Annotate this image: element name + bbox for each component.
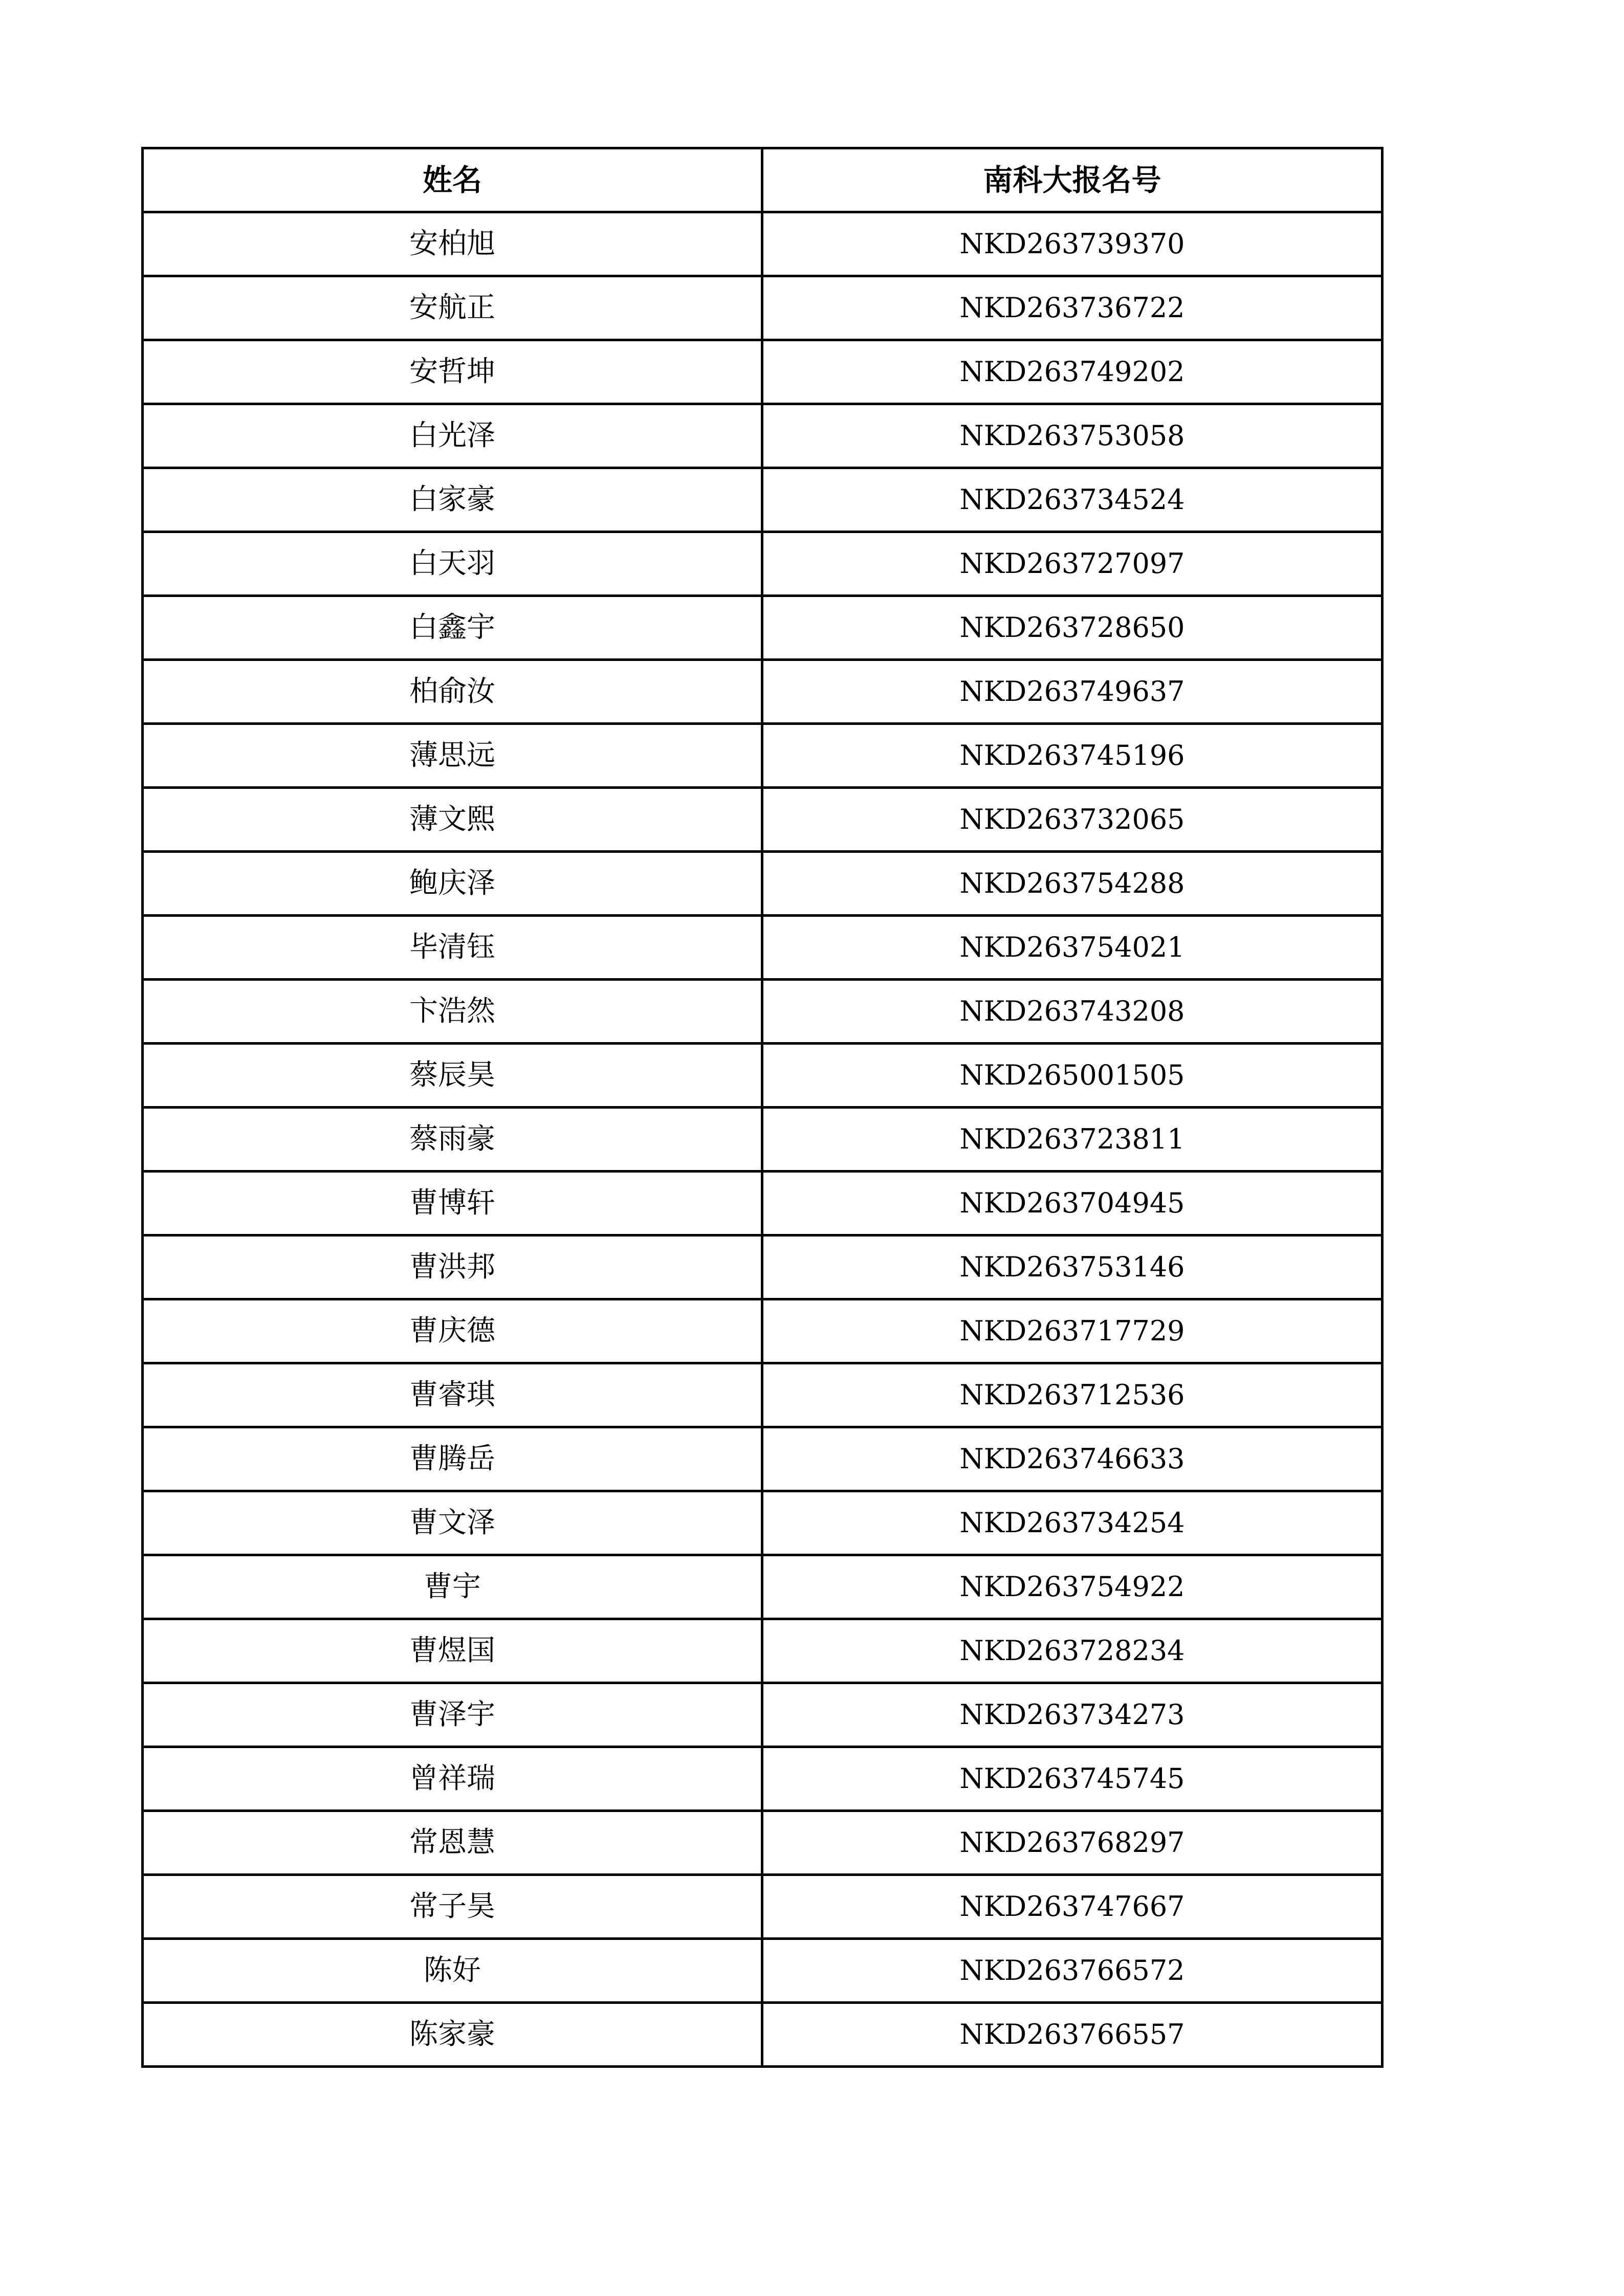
- registration-number-cell: NKD263754922: [762, 1555, 1382, 1619]
- name-cell: 白天羽: [143, 532, 762, 596]
- header-row: [143, 148, 1382, 212]
- registration-number-cell: NKD263753058: [762, 404, 1382, 468]
- registration-number-cell: NKD263749637: [762, 660, 1382, 724]
- table-row: [143, 724, 1382, 788]
- registration-number-cell: NKD263746633: [762, 1427, 1382, 1491]
- name-cell: 曹庆德: [143, 1299, 762, 1363]
- table-row: [143, 1811, 1382, 1875]
- column-header-registration-number: 南科大报名号: [762, 148, 1382, 212]
- table-row: [143, 1427, 1382, 1491]
- registration-number-cell: NKD263754021: [762, 916, 1382, 980]
- table-row: [143, 852, 1382, 916]
- table-row: [143, 1044, 1382, 1108]
- registration-number-cell: NKD263745745: [762, 1747, 1382, 1811]
- table-row: [143, 1299, 1382, 1363]
- table-row: [143, 1172, 1382, 1235]
- table-row: [143, 212, 1382, 276]
- name-cell: 白光泽: [143, 404, 762, 468]
- roster-table: [141, 147, 1384, 2068]
- registration-number-cell: NKD263754288: [762, 852, 1382, 916]
- name-cell: 白鑫宇: [143, 596, 762, 660]
- name-cell: 陈好: [143, 1939, 762, 2003]
- registration-number-cell: NKD263766572: [762, 1939, 1382, 2003]
- table-row: [143, 1555, 1382, 1619]
- table-row: [143, 1619, 1382, 1683]
- registration-number-cell: NKD263704945: [762, 1172, 1382, 1235]
- registration-number-cell: NKD263747667: [762, 1875, 1382, 1939]
- registration-number-cell: NKD263739370: [762, 212, 1382, 276]
- name-cell: 曹博轩: [143, 1172, 762, 1235]
- name-cell: 曹文泽: [143, 1491, 762, 1555]
- table-row: [143, 596, 1382, 660]
- registration-number-cell: NKD263768297: [762, 1811, 1382, 1875]
- registration-number-cell: NKD263723811: [762, 1108, 1382, 1172]
- registration-number-cell: NKD263728234: [762, 1619, 1382, 1683]
- name-cell: 毕清钰: [143, 916, 762, 980]
- table-row: [143, 1235, 1382, 1299]
- name-cell: 鲍庆泽: [143, 852, 762, 916]
- name-cell: 曹泽宇: [143, 1683, 762, 1747]
- table-row: [143, 788, 1382, 852]
- table-row: [143, 1108, 1382, 1172]
- registration-number-cell: NKD263766557: [762, 2003, 1382, 2067]
- name-cell: 白家豪: [143, 468, 762, 532]
- table-row: [143, 980, 1382, 1044]
- registration-number-cell: NKD263753146: [762, 1235, 1382, 1299]
- name-cell: 曹洪邦: [143, 1235, 762, 1299]
- registration-number-cell: NKD263736722: [762, 276, 1382, 340]
- name-cell: 常子昊: [143, 1875, 762, 1939]
- table-row: [143, 1683, 1382, 1747]
- name-cell: 安哲坤: [143, 340, 762, 404]
- name-cell: 薄文熙: [143, 788, 762, 852]
- name-cell: 常恩慧: [143, 1811, 762, 1875]
- name-cell: 曹煜国: [143, 1619, 762, 1683]
- name-cell: 安柏旭: [143, 212, 762, 276]
- name-cell: 曾祥瑞: [143, 1747, 762, 1811]
- name-cell: 蔡雨豪: [143, 1108, 762, 1172]
- registration-number-cell: NKD263745196: [762, 724, 1382, 788]
- name-cell: 柏俞汝: [143, 660, 762, 724]
- name-cell: 安航正: [143, 276, 762, 340]
- table-row: [143, 1363, 1382, 1427]
- table-row: [143, 1939, 1382, 2003]
- table-row: [143, 404, 1382, 468]
- registration-number-cell: NKD263717729: [762, 1299, 1382, 1363]
- name-cell: 曹宇: [143, 1555, 762, 1619]
- table-row: [143, 532, 1382, 596]
- roster-sheet: [141, 147, 1381, 2068]
- table-row: [143, 1491, 1382, 1555]
- registration-number-cell: NKD263734524: [762, 468, 1382, 532]
- table-row: [143, 468, 1382, 532]
- name-cell: 蔡辰昊: [143, 1044, 762, 1108]
- column-header-name: 姓名: [143, 148, 762, 212]
- table-row: [143, 1875, 1382, 1939]
- name-cell: 卞浩然: [143, 980, 762, 1044]
- registration-number-cell: NKD263728650: [762, 596, 1382, 660]
- registration-number-cell: NKD263749202: [762, 340, 1382, 404]
- name-cell: 曹睿琪: [143, 1363, 762, 1427]
- name-cell: 曹腾岳: [143, 1427, 762, 1491]
- name-cell: 薄思远: [143, 724, 762, 788]
- table-row: [143, 1747, 1382, 1811]
- name-cell: 陈家豪: [143, 2003, 762, 2067]
- table-row: [143, 660, 1382, 724]
- registration-number-cell: NKD263732065: [762, 788, 1382, 852]
- table-row: [143, 2003, 1382, 2067]
- registration-number-cell: NKD263727097: [762, 532, 1382, 596]
- registration-number-cell: NKD263734273: [762, 1683, 1382, 1747]
- registration-number-cell: NKD265001505: [762, 1044, 1382, 1108]
- registration-number-cell: NKD263712536: [762, 1363, 1382, 1427]
- table-row: [143, 276, 1382, 340]
- table-row: [143, 340, 1382, 404]
- table-row: [143, 916, 1382, 980]
- registration-number-cell: NKD263734254: [762, 1491, 1382, 1555]
- registration-number-cell: NKD263743208: [762, 980, 1382, 1044]
